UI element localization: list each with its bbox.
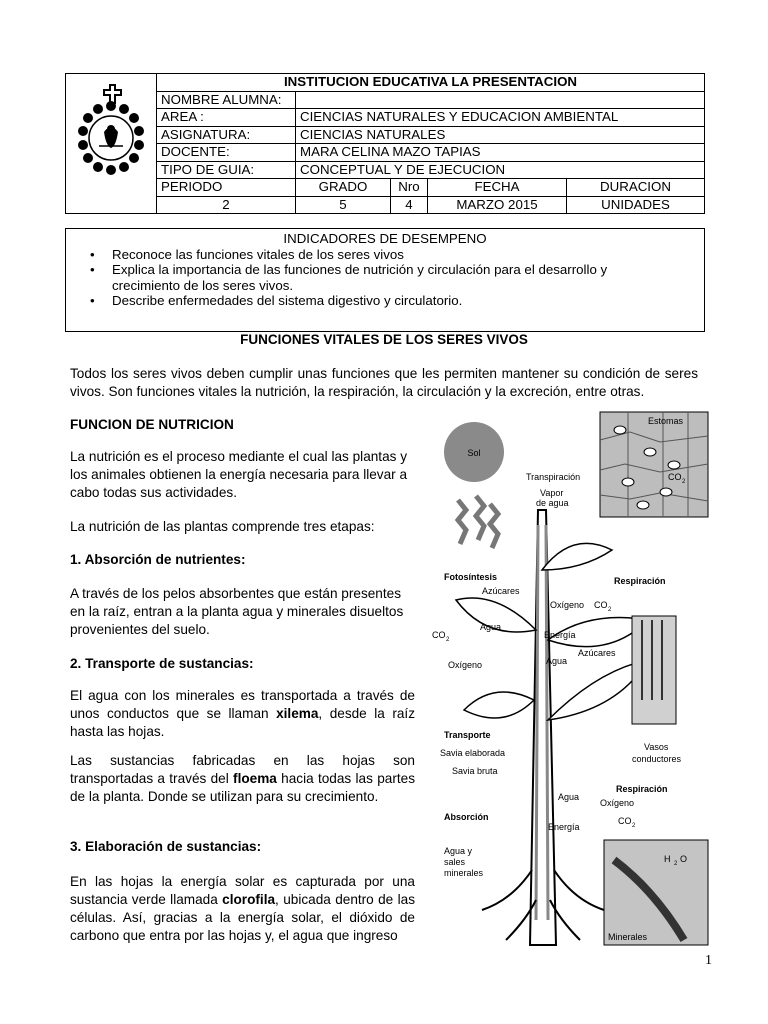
stage3-text: En las hojas la energía solar es capturada por una sustancia verde llamada clorofila, ubicada dentro de las células. Así, gracias a la energía solar, el dióxido de carbono que entra por las hojas y, el agua que ingreso bbox=[70, 874, 415, 943]
col-fecha: FECHA bbox=[428, 179, 567, 197]
svg-text:Savia elaborada: Savia elaborada bbox=[440, 748, 506, 758]
svg-text:Azúcares: Azúcares bbox=[482, 586, 520, 596]
svg-text:Minerales: Minerales bbox=[608, 932, 648, 942]
transporte-label: Transporte bbox=[444, 730, 491, 740]
svg-text:O: O bbox=[680, 854, 688, 864]
plant-nutrition-diagram bbox=[428, 400, 713, 950]
institution-name: INSTITUCION EDUCATIVA LA PRESENTACION bbox=[157, 74, 705, 92]
nutrition-heading: FUNCION DE NUTRICION bbox=[70, 417, 234, 432]
val-periodo: 2 bbox=[157, 196, 296, 214]
svg-text:sales: sales bbox=[444, 857, 466, 867]
svg-text:CO: CO bbox=[618, 816, 632, 826]
nutrition-definition: La nutrición es el proceso mediante el cual las plantas y los animales obtienen la energía necesaria para llevar a cabo todas sus actividades. bbox=[70, 449, 408, 500]
page-number: 1 bbox=[705, 953, 712, 968]
svg-text:minerales: minerales bbox=[444, 868, 484, 878]
svg-text:CO: CO bbox=[594, 600, 608, 610]
svg-text:Agua y: Agua y bbox=[444, 846, 473, 856]
svg-text:Oxígeno: Oxígeno bbox=[600, 798, 635, 808]
svg-text:H: H bbox=[664, 854, 671, 864]
vasos-conductores-label: conductores bbox=[632, 754, 682, 764]
fotosintesis-label: Fotosíntesis bbox=[444, 572, 498, 582]
row-label: NOMBRE ALUMNA: bbox=[157, 91, 296, 109]
sunlight-arrows bbox=[458, 496, 498, 548]
svg-text:Savia bruta: Savia bruta bbox=[452, 766, 498, 776]
row-value: CONCEPTUAL Y DE EJECUCION bbox=[296, 161, 705, 179]
school-seal-icon bbox=[66, 74, 156, 210]
row-label: DOCENTE: bbox=[157, 144, 296, 162]
svg-text:de agua: de agua bbox=[536, 498, 569, 508]
svg-text:CO: CO bbox=[432, 630, 446, 640]
indicators-list bbox=[66, 247, 704, 309]
row-label: TIPO DE GUIA: bbox=[157, 161, 296, 179]
col-nro: Nro bbox=[391, 179, 428, 197]
estomas-label: Estomas bbox=[648, 416, 684, 426]
svg-text:Azúcares: Azúcares bbox=[578, 648, 616, 658]
plant-stem bbox=[530, 510, 556, 945]
xilema-term: xilema bbox=[276, 706, 319, 721]
vessels-inset bbox=[632, 616, 676, 724]
floema-term: floema bbox=[233, 771, 277, 786]
svg-text:Vapor: Vapor bbox=[540, 488, 564, 498]
section-title: FUNCIONES VITALES DE LOS SERES VIVOS bbox=[240, 332, 528, 347]
svg-text:Oxígeno: Oxígeno bbox=[550, 600, 585, 610]
svg-text:Oxígeno: Oxígeno bbox=[448, 660, 483, 670]
leaf bbox=[464, 692, 534, 718]
svg-text:2: 2 bbox=[608, 607, 612, 613]
sol-label: Sol bbox=[467, 448, 481, 458]
row-value bbox=[296, 91, 705, 109]
svg-text:Energía: Energía bbox=[544, 630, 576, 640]
col-periodo: PERIODO bbox=[157, 179, 296, 197]
indicator-item: • Explica la importancia de las funciones de nutrición y circulación para el desarrollo y crecimiento de los seres vivos. bbox=[112, 262, 704, 293]
stage2-paragraph-2: Las sustancias fabricadas en las hojas son transportadas a través del floema hacia todas las partes de la planta. Donde se utilizan para su crecimiento. bbox=[70, 753, 415, 804]
svg-text:Agua: Agua bbox=[480, 622, 502, 632]
school-logo bbox=[66, 74, 157, 214]
transpiracion-label: Transpiración bbox=[526, 472, 581, 482]
clorofila-term: clorofila bbox=[222, 892, 276, 907]
stage2-heading: 2. Transporte de sustancias: bbox=[70, 656, 254, 671]
row-value: MARA CELINA MAZO TAPIAS bbox=[296, 144, 705, 162]
col-duracion: DURACION bbox=[567, 179, 705, 197]
col-grado: GRADO bbox=[296, 179, 391, 197]
absorcion-label: Absorción bbox=[444, 812, 489, 822]
header-table bbox=[65, 73, 705, 214]
respiracion-label-bottom: Respiración bbox=[616, 784, 668, 794]
indicator-item: • Describe enfermedades del sistema digestivo y circulatorio. bbox=[112, 293, 704, 309]
svg-text:2: 2 bbox=[632, 823, 636, 829]
stage2-paragraph-1: El agua con los minerales es transportada a través de unos conductos que se llaman xilema, desde la raíz hasta las hojas. bbox=[70, 688, 415, 739]
svg-text:2: 2 bbox=[682, 479, 686, 485]
row-label: AREA : bbox=[157, 109, 296, 127]
val-grado: 5 bbox=[296, 196, 391, 214]
row-value: CIENCIAS NATURALES Y EDUCACION AMBIENTAL bbox=[296, 109, 705, 127]
stage1-heading: 1. Absorción de nutrientes: bbox=[70, 552, 246, 567]
root-hair-inset bbox=[604, 840, 708, 945]
intro-paragraph: Todos los seres vivos deben cumplir unas funciones que les permiten mantener su condición de seres vivos. Son funciones vitales la nutrición, la respiración, la circulación y la excreción, entre otras. bbox=[70, 366, 698, 399]
leaf bbox=[542, 543, 612, 570]
row-label: ASIGNATURA: bbox=[157, 126, 296, 144]
svg-text:2: 2 bbox=[446, 637, 450, 643]
svg-text:2: 2 bbox=[674, 861, 678, 867]
indicators-box bbox=[65, 228, 705, 332]
row-value: CIENCIAS NATURALES bbox=[296, 126, 705, 144]
respiracion-label-top: Respiración bbox=[614, 576, 666, 586]
indicator-item: • Reconoce las funciones vitales de los seres vivos bbox=[112, 247, 704, 263]
svg-text:Energía: Energía bbox=[548, 822, 580, 832]
val-nro: 4 bbox=[391, 196, 428, 214]
svg-text:Agua: Agua bbox=[558, 792, 580, 802]
val-duracion: UNIDADES bbox=[567, 196, 705, 214]
val-fecha: MARZO 2015 bbox=[428, 196, 567, 214]
svg-text:Vasos: Vasos bbox=[644, 742, 669, 752]
stages-intro: La nutrición de las plantas comprende tres etapas: bbox=[70, 519, 375, 534]
svg-text:Agua: Agua bbox=[546, 656, 568, 666]
co2-label: CO bbox=[668, 472, 682, 482]
indicators-title: INDICADORES DE DESEMPENO bbox=[283, 231, 487, 246]
stage1-text: A través de los pelos absorbentes que están presentes en la raíz, entran a la planta agua y minerales disueltos provenientes del suelo. bbox=[70, 586, 404, 637]
stage3-heading: 3. Elaboración de sustancias: bbox=[70, 839, 262, 854]
